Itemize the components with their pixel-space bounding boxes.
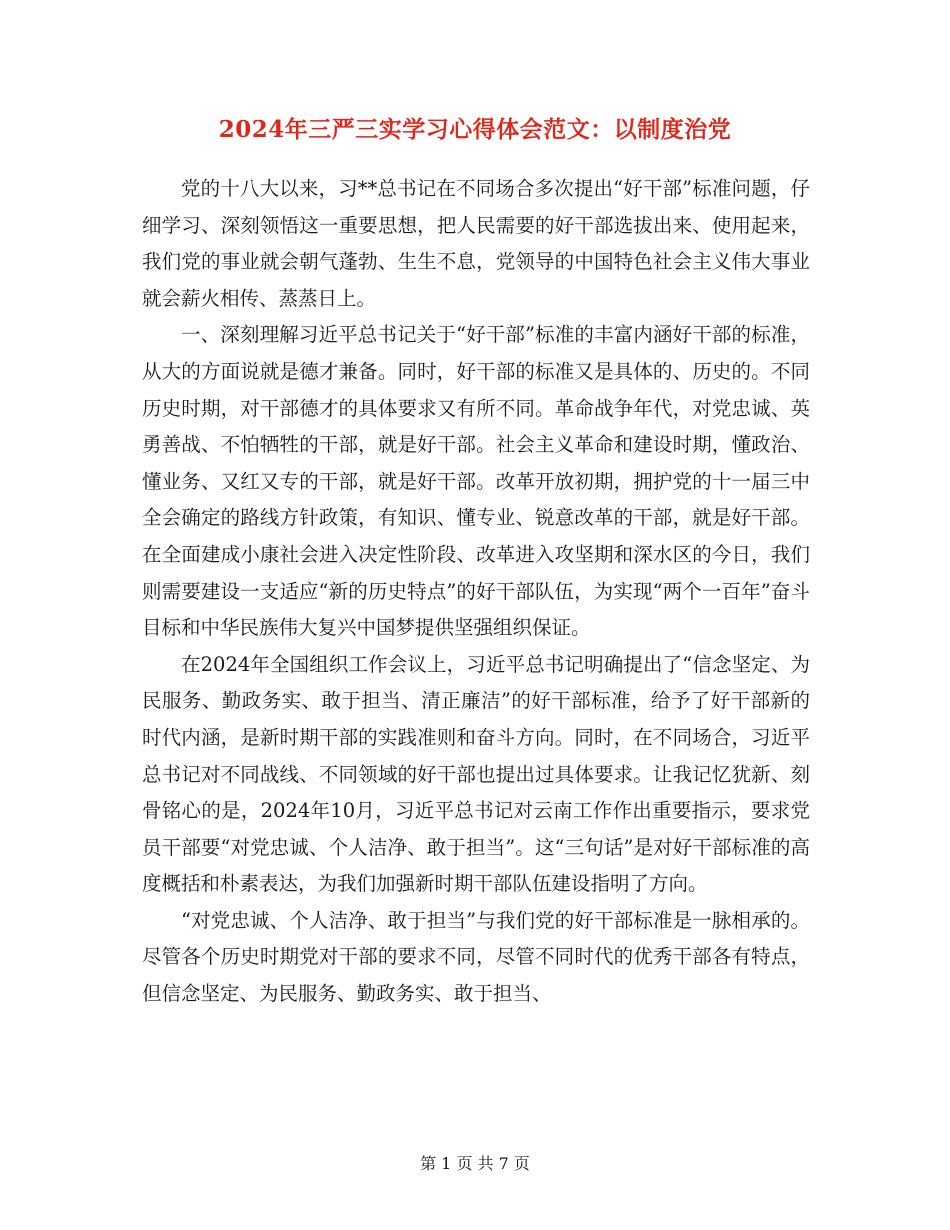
paragraph-conference: 在2024年全国组织工作会议上，习近平总书记明确提出了“信念坚定、为民服务、勤政务实、敢于担当、清正廉洁”的好干部标准，给予了好干部新的时代内涵，是新时期干部的实践准则和奋斗方向。同时，在不同场合，习近平总书记对不同战线、不同领域的好干部也提出过具体要求。让我记忆犹新、刻骨铭心的是，2024年10月，习近平总书记对云南工作作出重要指示，要求党员干部要“对党忠诚、个人洁净、敢于担当”。这“三句话”是对好干部标准的高度概括和朴素表达，为我们加强新时期干部队伍建设指明了方向。 bbox=[142, 652, 810, 896]
document-title: 2024年三严三实学习心得体会范文：以制度治党 bbox=[218, 116, 732, 143]
document-body bbox=[142, 171, 810, 1013]
paragraph-section-one: 一、深刻理解习近平总书记关于“好干部”标准的丰富内涵好干部的标准，从大的方面说就是德才兼备。同时，好干部的标准又是具体的、历史的。不同历史时期，对干部德才的具体要求又有所不同。革命战争年代，对党忠诚、英勇善战、不怕牺牲的干部，就是好干部。社会主义革命和建设时期，懂政治、懂业务、又红又专的干部，就是好干部。改革开放初期，拥护党的十一届三中全会确定的路线方针政策，有知识、懂专业、锐意改革的干部，就是好干部。在全面建成小康社会进入决定性阶段、改革进入攻坚期和深水区的今日，我们则需要建设一支适应“新的历史特点”的好干部队伍，为实现“两个一百年”奋斗目标和中华民族伟大复兴中国梦提供坚强组织保证。 bbox=[142, 323, 810, 640]
paragraph-intro: 党的十八大以来，习**总书记在不同场合多次提出“好干部”标准问题，仔细学习、深刻领悟这一重要思想，把人民需要的好干部选拔出来、使用起来，我们党的事业就会朝气蓬勃、生生不息，党领导的中国特色社会主义伟大事业就会薪火相传、蒸蒸日上。 bbox=[142, 177, 810, 310]
page-number: 第 1 页 共 7 页 bbox=[420, 1154, 530, 1173]
paragraph-continuity: “对党忠诚、个人洁净、敢于担当”与我们党的好干部标准是一脉相承的。尽管各个历史时期党对干部的要求不同，尽管不同时代的优秀干部各有特点，但信念坚定、为民服务、勤政务实、敢于担当、 bbox=[142, 908, 810, 1006]
